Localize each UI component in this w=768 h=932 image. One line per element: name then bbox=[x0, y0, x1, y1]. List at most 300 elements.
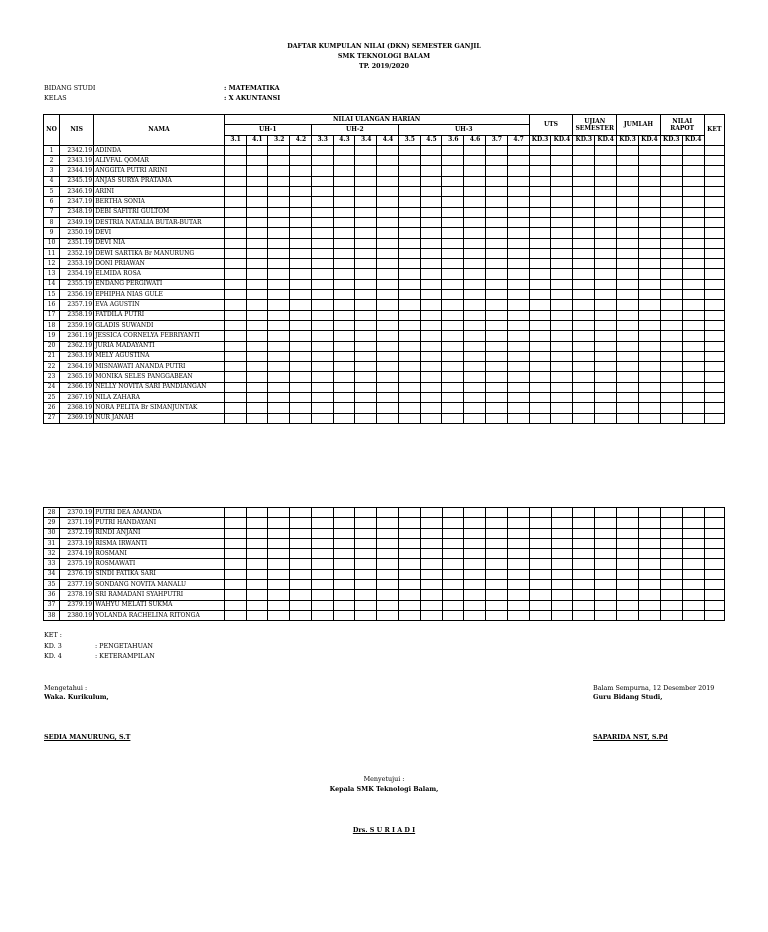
grade-cell[interactable] bbox=[224, 538, 246, 548]
grade-cell[interactable] bbox=[660, 382, 682, 392]
grade-cell[interactable] bbox=[639, 580, 661, 590]
grade-cell[interactable] bbox=[268, 382, 290, 392]
grade-cell[interactable] bbox=[377, 508, 399, 518]
grade-cell[interactable] bbox=[420, 351, 442, 361]
grade-cell[interactable] bbox=[464, 351, 486, 361]
grade-cell[interactable] bbox=[507, 228, 529, 238]
grade-cell[interactable] bbox=[660, 300, 682, 310]
grade-cell[interactable] bbox=[399, 508, 421, 518]
grade-cell[interactable] bbox=[311, 413, 333, 423]
grade-cell[interactable] bbox=[464, 508, 486, 518]
grade-cell[interactable] bbox=[290, 610, 312, 620]
grade-cell[interactable] bbox=[355, 238, 377, 248]
grade-cell[interactable] bbox=[507, 145, 529, 155]
grade-cell[interactable] bbox=[507, 197, 529, 207]
grade-cell[interactable] bbox=[290, 382, 312, 392]
grade-cell[interactable] bbox=[355, 259, 377, 269]
grade-cell[interactable] bbox=[290, 580, 312, 590]
grade-cell[interactable] bbox=[442, 300, 464, 310]
grade-cell[interactable] bbox=[311, 559, 333, 569]
grade-cell[interactable] bbox=[617, 290, 639, 300]
grade-cell[interactable] bbox=[268, 600, 290, 610]
grade-cell[interactable] bbox=[398, 372, 420, 382]
grade-cell[interactable] bbox=[246, 393, 268, 403]
grade-cell[interactable] bbox=[529, 156, 551, 166]
grade-cell[interactable] bbox=[398, 362, 420, 372]
grade-cell[interactable] bbox=[682, 362, 704, 372]
grade-cell[interactable] bbox=[355, 300, 377, 310]
grade-cell[interactable] bbox=[377, 331, 399, 341]
grade-cell[interactable] bbox=[398, 156, 420, 166]
grade-cell[interactable] bbox=[311, 538, 333, 548]
grade-cell[interactable] bbox=[311, 320, 333, 330]
grade-cell[interactable] bbox=[377, 145, 399, 155]
grade-cell[interactable] bbox=[377, 559, 399, 569]
grade-cell[interactable] bbox=[661, 538, 683, 548]
grade-cell[interactable] bbox=[224, 217, 246, 227]
grade-cell[interactable] bbox=[442, 259, 464, 269]
grade-cell[interactable] bbox=[464, 197, 486, 207]
grade-cell[interactable] bbox=[399, 559, 421, 569]
grade-cell[interactable] bbox=[246, 320, 268, 330]
grade-cell[interactable] bbox=[311, 238, 333, 248]
grade-cell[interactable] bbox=[333, 145, 355, 155]
grade-cell[interactable] bbox=[464, 528, 486, 538]
grade-cell[interactable] bbox=[355, 331, 377, 341]
grade-cell[interactable] bbox=[224, 300, 246, 310]
grade-cell[interactable] bbox=[333, 320, 355, 330]
grade-cell[interactable] bbox=[442, 351, 464, 361]
grade-cell[interactable] bbox=[224, 290, 246, 300]
grade-cell[interactable] bbox=[595, 290, 617, 300]
grade-cell[interactable] bbox=[290, 549, 312, 559]
grade-cell[interactable] bbox=[682, 590, 704, 600]
grade-cell[interactable] bbox=[595, 559, 617, 569]
grade-cell[interactable] bbox=[551, 197, 573, 207]
grade-cell[interactable] bbox=[682, 351, 704, 361]
grade-cell[interactable] bbox=[638, 166, 660, 176]
grade-cell[interactable] bbox=[507, 549, 529, 559]
grade-cell[interactable] bbox=[507, 300, 529, 310]
grade-cell[interactable] bbox=[399, 569, 421, 579]
grade-cell[interactable] bbox=[573, 269, 595, 279]
grade-cell[interactable] bbox=[529, 269, 551, 279]
grade-cell[interactable] bbox=[224, 156, 246, 166]
grade-cell[interactable] bbox=[638, 300, 660, 310]
grade-cell[interactable] bbox=[333, 580, 355, 590]
grade-cell[interactable] bbox=[485, 382, 507, 392]
grade-cell[interactable] bbox=[420, 156, 442, 166]
grade-cell[interactable] bbox=[507, 538, 529, 548]
grade-cell[interactable] bbox=[573, 310, 595, 320]
grade-cell[interactable] bbox=[311, 259, 333, 269]
grade-cell[interactable] bbox=[268, 320, 290, 330]
grade-cell[interactable] bbox=[595, 156, 617, 166]
grade-cell[interactable] bbox=[333, 528, 355, 538]
grade-cell[interactable] bbox=[311, 145, 333, 155]
grade-cell[interactable] bbox=[268, 393, 290, 403]
grade-cell[interactable] bbox=[464, 549, 486, 559]
grade-cell[interactable] bbox=[398, 320, 420, 330]
grade-cell[interactable] bbox=[420, 590, 442, 600]
grade-cell[interactable] bbox=[246, 559, 268, 569]
grade-cell[interactable] bbox=[311, 590, 333, 600]
grade-cell[interactable] bbox=[224, 166, 246, 176]
grade-cell[interactable] bbox=[355, 600, 377, 610]
grade-cell[interactable] bbox=[595, 187, 617, 197]
grade-cell[interactable] bbox=[290, 569, 312, 579]
grade-cell[interactable] bbox=[595, 300, 617, 310]
grade-cell[interactable] bbox=[529, 362, 551, 372]
grade-cell[interactable] bbox=[398, 300, 420, 310]
grade-cell[interactable] bbox=[529, 372, 551, 382]
grade-cell[interactable] bbox=[246, 290, 268, 300]
grade-cell[interactable] bbox=[246, 279, 268, 289]
grade-cell[interactable] bbox=[377, 290, 399, 300]
grade-cell[interactable] bbox=[660, 372, 682, 382]
grade-cell[interactable] bbox=[442, 413, 464, 423]
grade-cell[interactable] bbox=[377, 413, 399, 423]
grade-cell[interactable] bbox=[246, 610, 268, 620]
grade-cell[interactable] bbox=[290, 279, 312, 289]
grade-cell[interactable] bbox=[398, 393, 420, 403]
grade-cell[interactable] bbox=[507, 403, 529, 413]
grade-cell[interactable] bbox=[485, 351, 507, 361]
grade-cell[interactable] bbox=[551, 238, 573, 248]
grade-cell[interactable] bbox=[595, 351, 617, 361]
grade-cell[interactable] bbox=[507, 187, 529, 197]
grade-cell[interactable] bbox=[290, 372, 312, 382]
grade-cell[interactable] bbox=[442, 166, 464, 176]
grade-cell[interactable] bbox=[442, 217, 464, 227]
grade-cell[interactable] bbox=[704, 382, 724, 392]
grade-cell[interactable] bbox=[595, 320, 617, 330]
grade-cell[interactable] bbox=[246, 331, 268, 341]
grade-cell[interactable] bbox=[485, 197, 507, 207]
grade-cell[interactable] bbox=[268, 403, 290, 413]
grade-cell[interactable] bbox=[333, 393, 355, 403]
grade-cell[interactable] bbox=[507, 331, 529, 341]
grade-cell[interactable] bbox=[290, 228, 312, 238]
grade-cell[interactable] bbox=[377, 372, 399, 382]
grade-cell[interactable] bbox=[660, 156, 682, 166]
grade-cell[interactable] bbox=[268, 413, 290, 423]
grade-cell[interactable] bbox=[551, 600, 573, 610]
grade-cell[interactable] bbox=[573, 248, 595, 258]
grade-cell[interactable] bbox=[660, 207, 682, 217]
grade-cell[interactable] bbox=[682, 290, 704, 300]
grade-cell[interactable] bbox=[507, 259, 529, 269]
grade-cell[interactable] bbox=[639, 518, 661, 528]
grade-cell[interactable] bbox=[420, 382, 442, 392]
grade-cell[interactable] bbox=[268, 508, 290, 518]
grade-cell[interactable] bbox=[311, 156, 333, 166]
grade-cell[interactable] bbox=[617, 156, 639, 166]
grade-cell[interactable] bbox=[268, 197, 290, 207]
grade-cell[interactable] bbox=[333, 197, 355, 207]
grade-cell[interactable] bbox=[377, 166, 399, 176]
grade-cell[interactable] bbox=[704, 393, 724, 403]
grade-cell[interactable] bbox=[420, 403, 442, 413]
grade-cell[interactable] bbox=[485, 403, 507, 413]
grade-cell[interactable] bbox=[551, 300, 573, 310]
grade-cell[interactable] bbox=[551, 403, 573, 413]
grade-cell[interactable] bbox=[529, 145, 551, 155]
grade-cell[interactable] bbox=[311, 290, 333, 300]
grade-cell[interactable] bbox=[638, 176, 660, 186]
grade-cell[interactable] bbox=[311, 518, 333, 528]
grade-cell[interactable] bbox=[595, 176, 617, 186]
grade-cell[interactable] bbox=[573, 197, 595, 207]
grade-cell[interactable] bbox=[661, 600, 683, 610]
grade-cell[interactable] bbox=[224, 569, 246, 579]
grade-cell[interactable] bbox=[485, 413, 507, 423]
grade-cell[interactable] bbox=[704, 549, 724, 559]
grade-cell[interactable] bbox=[224, 269, 246, 279]
grade-cell[interactable] bbox=[442, 248, 464, 258]
grade-cell[interactable] bbox=[398, 279, 420, 289]
grade-cell[interactable] bbox=[420, 559, 442, 569]
grade-cell[interactable] bbox=[268, 166, 290, 176]
grade-cell[interactable] bbox=[638, 187, 660, 197]
grade-cell[interactable] bbox=[660, 362, 682, 372]
grade-cell[interactable] bbox=[595, 508, 617, 518]
grade-cell[interactable] bbox=[682, 207, 704, 217]
grade-cell[interactable] bbox=[464, 166, 486, 176]
grade-cell[interactable] bbox=[507, 413, 529, 423]
grade-cell[interactable] bbox=[682, 269, 704, 279]
grade-cell[interactable] bbox=[704, 248, 724, 258]
grade-cell[interactable] bbox=[290, 403, 312, 413]
grade-cell[interactable] bbox=[268, 331, 290, 341]
grade-cell[interactable] bbox=[639, 569, 661, 579]
grade-cell[interactable] bbox=[682, 341, 704, 351]
grade-cell[interactable] bbox=[529, 610, 551, 620]
grade-cell[interactable] bbox=[377, 518, 399, 528]
grade-cell[interactable] bbox=[682, 508, 704, 518]
grade-cell[interactable] bbox=[442, 508, 464, 518]
grade-cell[interactable] bbox=[246, 372, 268, 382]
grade-cell[interactable] bbox=[638, 197, 660, 207]
grade-cell[interactable] bbox=[617, 413, 639, 423]
grade-cell[interactable] bbox=[290, 197, 312, 207]
grade-cell[interactable] bbox=[377, 248, 399, 258]
grade-cell[interactable] bbox=[355, 310, 377, 320]
grade-cell[interactable] bbox=[398, 382, 420, 392]
grade-cell[interactable] bbox=[617, 300, 639, 310]
grade-cell[interactable] bbox=[290, 528, 312, 538]
grade-cell[interactable] bbox=[442, 228, 464, 238]
grade-cell[interactable] bbox=[224, 590, 246, 600]
grade-cell[interactable] bbox=[224, 259, 246, 269]
grade-cell[interactable] bbox=[355, 207, 377, 217]
grade-cell[interactable] bbox=[290, 145, 312, 155]
grade-cell[interactable] bbox=[595, 331, 617, 341]
grade-cell[interactable] bbox=[529, 197, 551, 207]
grade-cell[interactable] bbox=[377, 600, 399, 610]
grade-cell[interactable] bbox=[224, 403, 246, 413]
grade-cell[interactable] bbox=[290, 166, 312, 176]
grade-cell[interactable] bbox=[485, 176, 507, 186]
grade-cell[interactable] bbox=[638, 362, 660, 372]
grade-cell[interactable] bbox=[333, 300, 355, 310]
grade-cell[interactable] bbox=[573, 610, 595, 620]
grade-cell[interactable] bbox=[485, 320, 507, 330]
grade-cell[interactable] bbox=[529, 341, 551, 351]
grade-cell[interactable] bbox=[224, 207, 246, 217]
grade-cell[interactable] bbox=[573, 341, 595, 351]
grade-cell[interactable] bbox=[704, 362, 724, 372]
grade-cell[interactable] bbox=[704, 290, 724, 300]
grade-cell[interactable] bbox=[529, 600, 551, 610]
grade-cell[interactable] bbox=[290, 310, 312, 320]
grade-cell[interactable] bbox=[224, 197, 246, 207]
grade-cell[interactable] bbox=[355, 197, 377, 207]
grade-cell[interactable] bbox=[420, 207, 442, 217]
grade-cell[interactable] bbox=[464, 559, 486, 569]
grade-cell[interactable] bbox=[682, 259, 704, 269]
grade-cell[interactable] bbox=[355, 351, 377, 361]
grade-cell[interactable] bbox=[246, 362, 268, 372]
grade-cell[interactable] bbox=[355, 580, 377, 590]
grade-cell[interactable] bbox=[485, 372, 507, 382]
grade-cell[interactable] bbox=[529, 403, 551, 413]
grade-cell[interactable] bbox=[464, 217, 486, 227]
grade-cell[interactable] bbox=[246, 549, 268, 559]
grade-cell[interactable] bbox=[551, 269, 573, 279]
grade-cell[interactable] bbox=[311, 528, 333, 538]
grade-cell[interactable] bbox=[529, 187, 551, 197]
grade-cell[interactable] bbox=[290, 176, 312, 186]
grade-cell[interactable] bbox=[420, 259, 442, 269]
grade-cell[interactable] bbox=[704, 580, 724, 590]
grade-cell[interactable] bbox=[595, 341, 617, 351]
grade-cell[interactable] bbox=[377, 569, 399, 579]
grade-cell[interactable] bbox=[420, 528, 442, 538]
grade-cell[interactable] bbox=[660, 310, 682, 320]
grade-cell[interactable] bbox=[224, 310, 246, 320]
grade-cell[interactable] bbox=[617, 362, 639, 372]
grade-cell[interactable] bbox=[682, 580, 704, 590]
grade-cell[interactable] bbox=[464, 259, 486, 269]
grade-cell[interactable] bbox=[638, 269, 660, 279]
grade-cell[interactable] bbox=[268, 590, 290, 600]
grade-cell[interactable] bbox=[268, 528, 290, 538]
grade-cell[interactable] bbox=[246, 187, 268, 197]
grade-cell[interactable] bbox=[311, 508, 333, 518]
grade-cell[interactable] bbox=[420, 610, 442, 620]
grade-cell[interactable] bbox=[573, 413, 595, 423]
grade-cell[interactable] bbox=[355, 341, 377, 351]
grade-cell[interactable] bbox=[464, 518, 486, 528]
grade-cell[interactable] bbox=[377, 351, 399, 361]
grade-cell[interactable] bbox=[464, 238, 486, 248]
grade-cell[interactable] bbox=[333, 372, 355, 382]
grade-cell[interactable] bbox=[595, 393, 617, 403]
grade-cell[interactable] bbox=[290, 590, 312, 600]
grade-cell[interactable] bbox=[573, 156, 595, 166]
grade-cell[interactable] bbox=[507, 176, 529, 186]
grade-cell[interactable] bbox=[551, 228, 573, 238]
grade-cell[interactable] bbox=[377, 197, 399, 207]
grade-cell[interactable] bbox=[529, 393, 551, 403]
grade-cell[interactable] bbox=[442, 559, 464, 569]
grade-cell[interactable] bbox=[442, 538, 464, 548]
grade-cell[interactable] bbox=[442, 382, 464, 392]
grade-cell[interactable] bbox=[420, 248, 442, 258]
grade-cell[interactable] bbox=[529, 549, 551, 559]
grade-cell[interactable] bbox=[442, 569, 464, 579]
grade-cell[interactable] bbox=[704, 238, 724, 248]
grade-cell[interactable] bbox=[551, 279, 573, 289]
grade-cell[interactable] bbox=[399, 590, 421, 600]
grade-cell[interactable] bbox=[639, 508, 661, 518]
grade-cell[interactable] bbox=[485, 238, 507, 248]
grade-cell[interactable] bbox=[595, 207, 617, 217]
grade-cell[interactable] bbox=[224, 580, 246, 590]
grade-cell[interactable] bbox=[398, 217, 420, 227]
grade-cell[interactable] bbox=[639, 590, 661, 600]
grade-cell[interactable] bbox=[682, 228, 704, 238]
grade-cell[interactable] bbox=[661, 610, 683, 620]
grade-cell[interactable] bbox=[704, 331, 724, 341]
grade-cell[interactable] bbox=[682, 279, 704, 289]
grade-cell[interactable] bbox=[377, 207, 399, 217]
grade-cell[interactable] bbox=[268, 207, 290, 217]
grade-cell[interactable] bbox=[377, 300, 399, 310]
grade-cell[interactable] bbox=[377, 176, 399, 186]
grade-cell[interactable] bbox=[290, 538, 312, 548]
grade-cell[interactable] bbox=[682, 600, 704, 610]
grade-cell[interactable] bbox=[311, 248, 333, 258]
grade-cell[interactable] bbox=[638, 145, 660, 155]
grade-cell[interactable] bbox=[682, 238, 704, 248]
grade-cell[interactable] bbox=[638, 403, 660, 413]
grade-cell[interactable] bbox=[617, 207, 639, 217]
grade-cell[interactable] bbox=[551, 145, 573, 155]
grade-cell[interactable] bbox=[682, 197, 704, 207]
grade-cell[interactable] bbox=[595, 528, 617, 538]
grade-cell[interactable] bbox=[420, 300, 442, 310]
grade-cell[interactable] bbox=[464, 279, 486, 289]
grade-cell[interactable] bbox=[398, 145, 420, 155]
grade-cell[interactable] bbox=[704, 569, 724, 579]
grade-cell[interactable] bbox=[704, 538, 724, 548]
grade-cell[interactable] bbox=[661, 528, 683, 538]
grade-cell[interactable] bbox=[290, 187, 312, 197]
grade-cell[interactable] bbox=[551, 590, 573, 600]
grade-cell[interactable] bbox=[595, 580, 617, 590]
grade-cell[interactable] bbox=[355, 362, 377, 372]
grade-cell[interactable] bbox=[246, 300, 268, 310]
grade-cell[interactable] bbox=[485, 362, 507, 372]
grade-cell[interactable] bbox=[704, 145, 724, 155]
grade-cell[interactable] bbox=[529, 382, 551, 392]
grade-cell[interactable] bbox=[224, 549, 246, 559]
grade-cell[interactable] bbox=[682, 518, 704, 528]
grade-cell[interactable] bbox=[551, 538, 573, 548]
grade-cell[interactable] bbox=[355, 413, 377, 423]
grade-cell[interactable] bbox=[486, 590, 508, 600]
grade-cell[interactable] bbox=[595, 372, 617, 382]
grade-cell[interactable] bbox=[442, 310, 464, 320]
grade-cell[interactable] bbox=[246, 176, 268, 186]
grade-cell[interactable] bbox=[246, 508, 268, 518]
grade-cell[interactable] bbox=[682, 217, 704, 227]
grade-cell[interactable] bbox=[290, 156, 312, 166]
grade-cell[interactable] bbox=[704, 413, 724, 423]
grade-cell[interactable] bbox=[398, 228, 420, 238]
